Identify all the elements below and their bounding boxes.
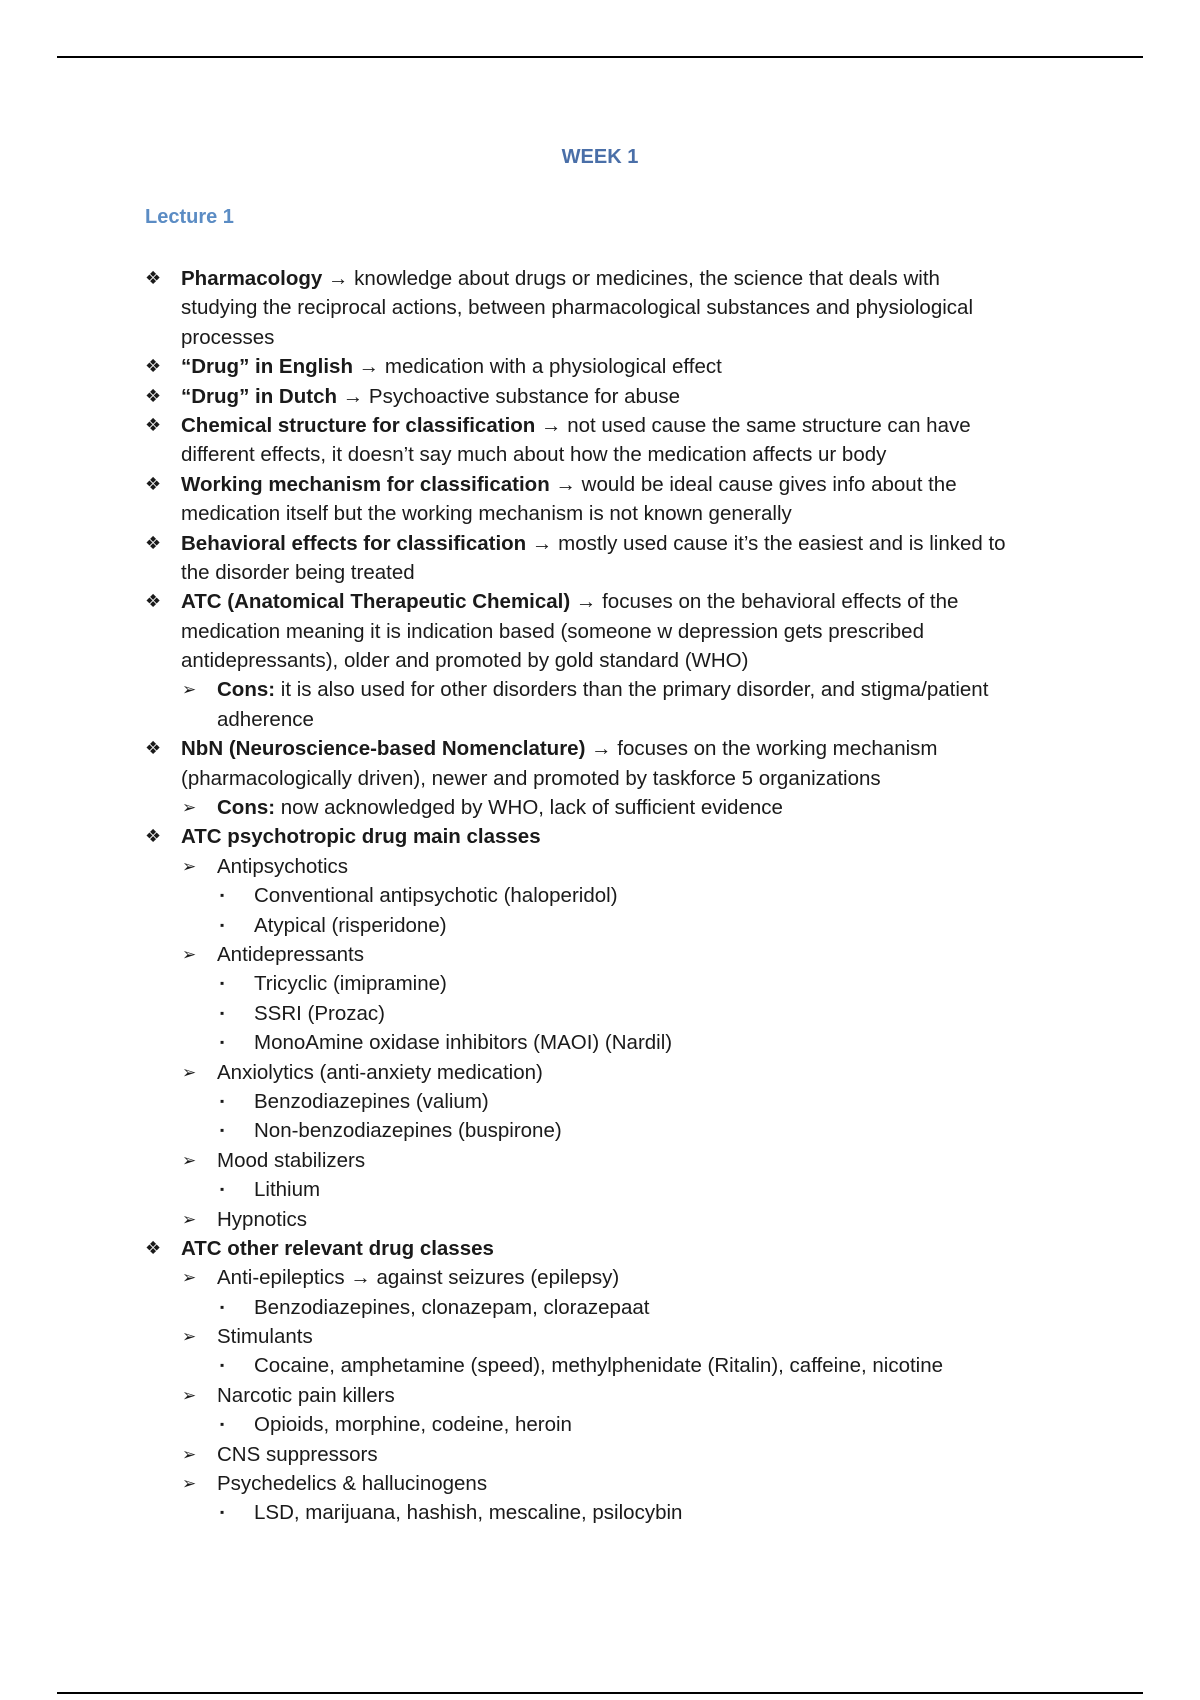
- arrowhead-bullet-icon: ➢: [182, 1150, 197, 1170]
- sub-sub-list-item: ▪ Non-benzodiazepines (buspirone): [0, 1116, 1200, 1145]
- definition: Psychoactive substance for abuse: [363, 384, 681, 408]
- term: Pharmacology: [181, 267, 323, 290]
- square-bullet-icon: ▪: [220, 1417, 225, 1432]
- sub-sub-list-item: ▪ LSD, marijuana, hashish, mescaline, psilocybin: [0, 1498, 1200, 1527]
- definition: against seizures (epilepsy): [370, 1266, 620, 1290]
- arrow-right-icon: →: [350, 1266, 371, 1290]
- square-bullet-icon: ▪: [220, 1035, 225, 1050]
- definition: mostly used cause it’s the easiest and is linked to: [552, 531, 1006, 555]
- footer-rule: [57, 1692, 1143, 1694]
- list-item: [0, 1234, 1200, 1263]
- sub-list-item: ➢ Antipsychotics: [0, 852, 1200, 881]
- diamond-bullet-icon: ❖: [145, 1237, 162, 1258]
- definition: it is also used for other disorders than the primary disorder, and stigma/patient: [275, 678, 989, 702]
- term: ATC (Anatomical Therapeutic Chemical): [181, 590, 571, 614]
- term: Working mechanism for classification: [181, 472, 550, 496]
- sub-sub-list-item: ▪ Tricyclic (imipramine): [0, 969, 1200, 998]
- arrowhead-bullet-icon: ➢: [182, 1268, 197, 1288]
- diamond-bullet-icon: ❖: [145, 591, 162, 612]
- section-heading: Lecture 1: [145, 206, 234, 228]
- list-item-continuation: medication itself but the working mechanism is not known generally: [181, 502, 792, 526]
- list-item-continuation: the disorder being treated: [181, 560, 415, 584]
- arrowhead-bullet-icon: ➢: [182, 1385, 197, 1405]
- square-bullet-icon: ▪: [220, 1123, 225, 1138]
- sub-list-item: ➢ Antidepressants: [0, 940, 1200, 969]
- sub-list-item: ➢ Stimulants: [0, 1322, 1200, 1351]
- square-bullet-icon: ▪: [220, 1005, 225, 1020]
- arrowhead-bullet-icon: ➢: [182, 798, 197, 818]
- arrow-right-icon: →: [591, 737, 612, 761]
- diamond-bullet-icon: ❖: [145, 414, 162, 435]
- notes-list: [0, 264, 1200, 1528]
- arrowhead-bullet-icon: ➢: [182, 1327, 197, 1347]
- list-item: [0, 470, 1200, 499]
- sub-list-item: [0, 1263, 1200, 1292]
- list-item-continuation: different effects, it doesn’t say much about how the medication affects ur body: [181, 443, 887, 467]
- square-bullet-icon: ▪: [220, 1358, 225, 1373]
- diamond-bullet-icon: ❖: [145, 738, 162, 759]
- list-item: [0, 264, 1200, 293]
- definition: medication with a physiological effect: [379, 355, 722, 379]
- diamond-bullet-icon: ❖: [145, 385, 162, 406]
- arrow-right-icon: →: [555, 472, 576, 496]
- sub-list-item-continuation: adherence: [217, 707, 314, 731]
- list-item-continuation: (pharmacologically driven), newer and promoted by taskforce 5 organizations: [181, 766, 881, 790]
- definition: not used cause the same structure can have: [561, 413, 971, 437]
- sub-list-item: [0, 793, 1200, 822]
- sub-sub-list-item: ▪ Lithium: [0, 1175, 1200, 1204]
- square-bullet-icon: ▪: [220, 976, 225, 991]
- arrowhead-bullet-icon: ➢: [182, 856, 197, 876]
- term: Chemical structure for classification: [181, 413, 536, 437]
- arrow-right-icon: →: [358, 355, 380, 379]
- sub-sub-list-item: ▪ SSRI (Prozac): [0, 999, 1200, 1028]
- square-bullet-icon: ▪: [220, 1182, 225, 1197]
- sub-sub-list-item: ▪ Opioids, morphine, codeine, heroin: [0, 1410, 1200, 1439]
- square-bullet-icon: ▪: [220, 1093, 225, 1108]
- term: Behavioral effects for classification: [181, 531, 527, 555]
- sub-list-item: ➢ Hypnotics: [0, 1205, 1200, 1234]
- definition: knowledge about drugs or medicines, the science that deals with: [348, 267, 940, 290]
- sub-list-item: ➢ Anxiolytics (anti-anxiety medication): [0, 1058, 1200, 1087]
- square-bullet-icon: ▪: [220, 1299, 225, 1314]
- sub-list-item: ➢ Mood stabilizers: [0, 1146, 1200, 1175]
- arrow-right-icon: →: [327, 267, 349, 290]
- arrowhead-bullet-icon: ➢: [182, 1474, 197, 1494]
- sub-list-item: ➢ Psychedelics & hallucinogens: [0, 1469, 1200, 1498]
- arrowhead-bullet-icon: ➢: [182, 1209, 197, 1229]
- diamond-bullet-icon: ❖: [145, 826, 162, 847]
- list-item-continuation: medication meaning it is indication based (someone w depression gets prescribed: [181, 619, 924, 643]
- arrow-right-icon: →: [575, 590, 597, 614]
- sub-sub-list-item: ▪ Atypical (risperidone): [0, 911, 1200, 940]
- term: NbN (Neuroscience-based Nomenclature): [181, 737, 586, 761]
- term: Anti-epileptics: [217, 1266, 351, 1290]
- list-item: [0, 734, 1200, 763]
- term: ATC other relevant drug classes: [181, 1236, 494, 1260]
- arrowhead-bullet-icon: ➢: [182, 944, 197, 964]
- arrowhead-bullet-icon: ➢: [182, 1062, 197, 1082]
- sub-sub-list-item: ▪ Conventional antipsychotic (haloperidol): [0, 881, 1200, 910]
- term: “Drug” in English: [181, 355, 353, 379]
- list-item: [0, 822, 1200, 851]
- list-item: [0, 529, 1200, 558]
- arrowhead-bullet-icon: ➢: [182, 1444, 197, 1464]
- diamond-bullet-icon: ❖: [145, 473, 162, 494]
- diamond-bullet-icon: ❖: [145, 532, 162, 553]
- list-item-continuation: processes: [181, 325, 275, 349]
- term: ATC psychotropic drug main classes: [181, 825, 541, 849]
- term: “Drug” in Dutch: [181, 384, 338, 408]
- sub-sub-list-item: ▪ Cocaine, amphetamine (speed), methylphenidate (Ritalin), caffeine, nicotine: [0, 1351, 1200, 1380]
- square-bullet-icon: ▪: [220, 917, 225, 932]
- definition: focuses on the working mechanism: [611, 737, 938, 761]
- list-item-continuation: studying the reciprocal actions, between pharmacological substances and physiological: [181, 296, 973, 320]
- page-title: WEEK 1: [561, 146, 639, 168]
- term: Cons:: [217, 796, 276, 820]
- list-item: [0, 352, 1200, 381]
- diamond-bullet-icon: ❖: [145, 268, 162, 288]
- square-bullet-icon: ▪: [220, 1505, 225, 1520]
- term: Cons:: [217, 678, 276, 702]
- definition: now acknowledged by WHO, lack of sufficient evidence: [275, 796, 783, 820]
- list-item: [0, 587, 1200, 616]
- header-rule: [57, 56, 1143, 58]
- square-bullet-icon: ▪: [220, 888, 225, 903]
- arrow-right-icon: →: [541, 413, 562, 437]
- diamond-bullet-icon: ❖: [145, 356, 162, 377]
- sub-list-item: ➢ Narcotic pain killers: [0, 1381, 1200, 1410]
- arrowhead-bullet-icon: ➢: [182, 680, 197, 700]
- sub-sub-list-item: ▪ Benzodiazepines (valium): [0, 1087, 1200, 1116]
- list-item: [0, 411, 1200, 440]
- sub-sub-list-item: ▪ MonoAmine oxidase inhibitors (MAOI) (Nardil): [0, 1028, 1200, 1057]
- sub-sub-list-item: ▪ Benzodiazepines, clonazepam, clorazepaat: [0, 1293, 1200, 1322]
- list-item-continuation: antidepressants), older and promoted by gold standard (WHO): [181, 649, 749, 673]
- arrow-right-icon: →: [531, 531, 553, 555]
- list-item: [0, 382, 1200, 411]
- definition: focuses on the behavioral effects of the: [596, 590, 959, 614]
- definition: would be ideal cause gives info about the: [575, 472, 957, 496]
- sub-list-item: [0, 675, 1200, 704]
- sub-list-item: ➢ CNS suppressors: [0, 1440, 1200, 1469]
- arrow-right-icon: →: [342, 384, 364, 408]
